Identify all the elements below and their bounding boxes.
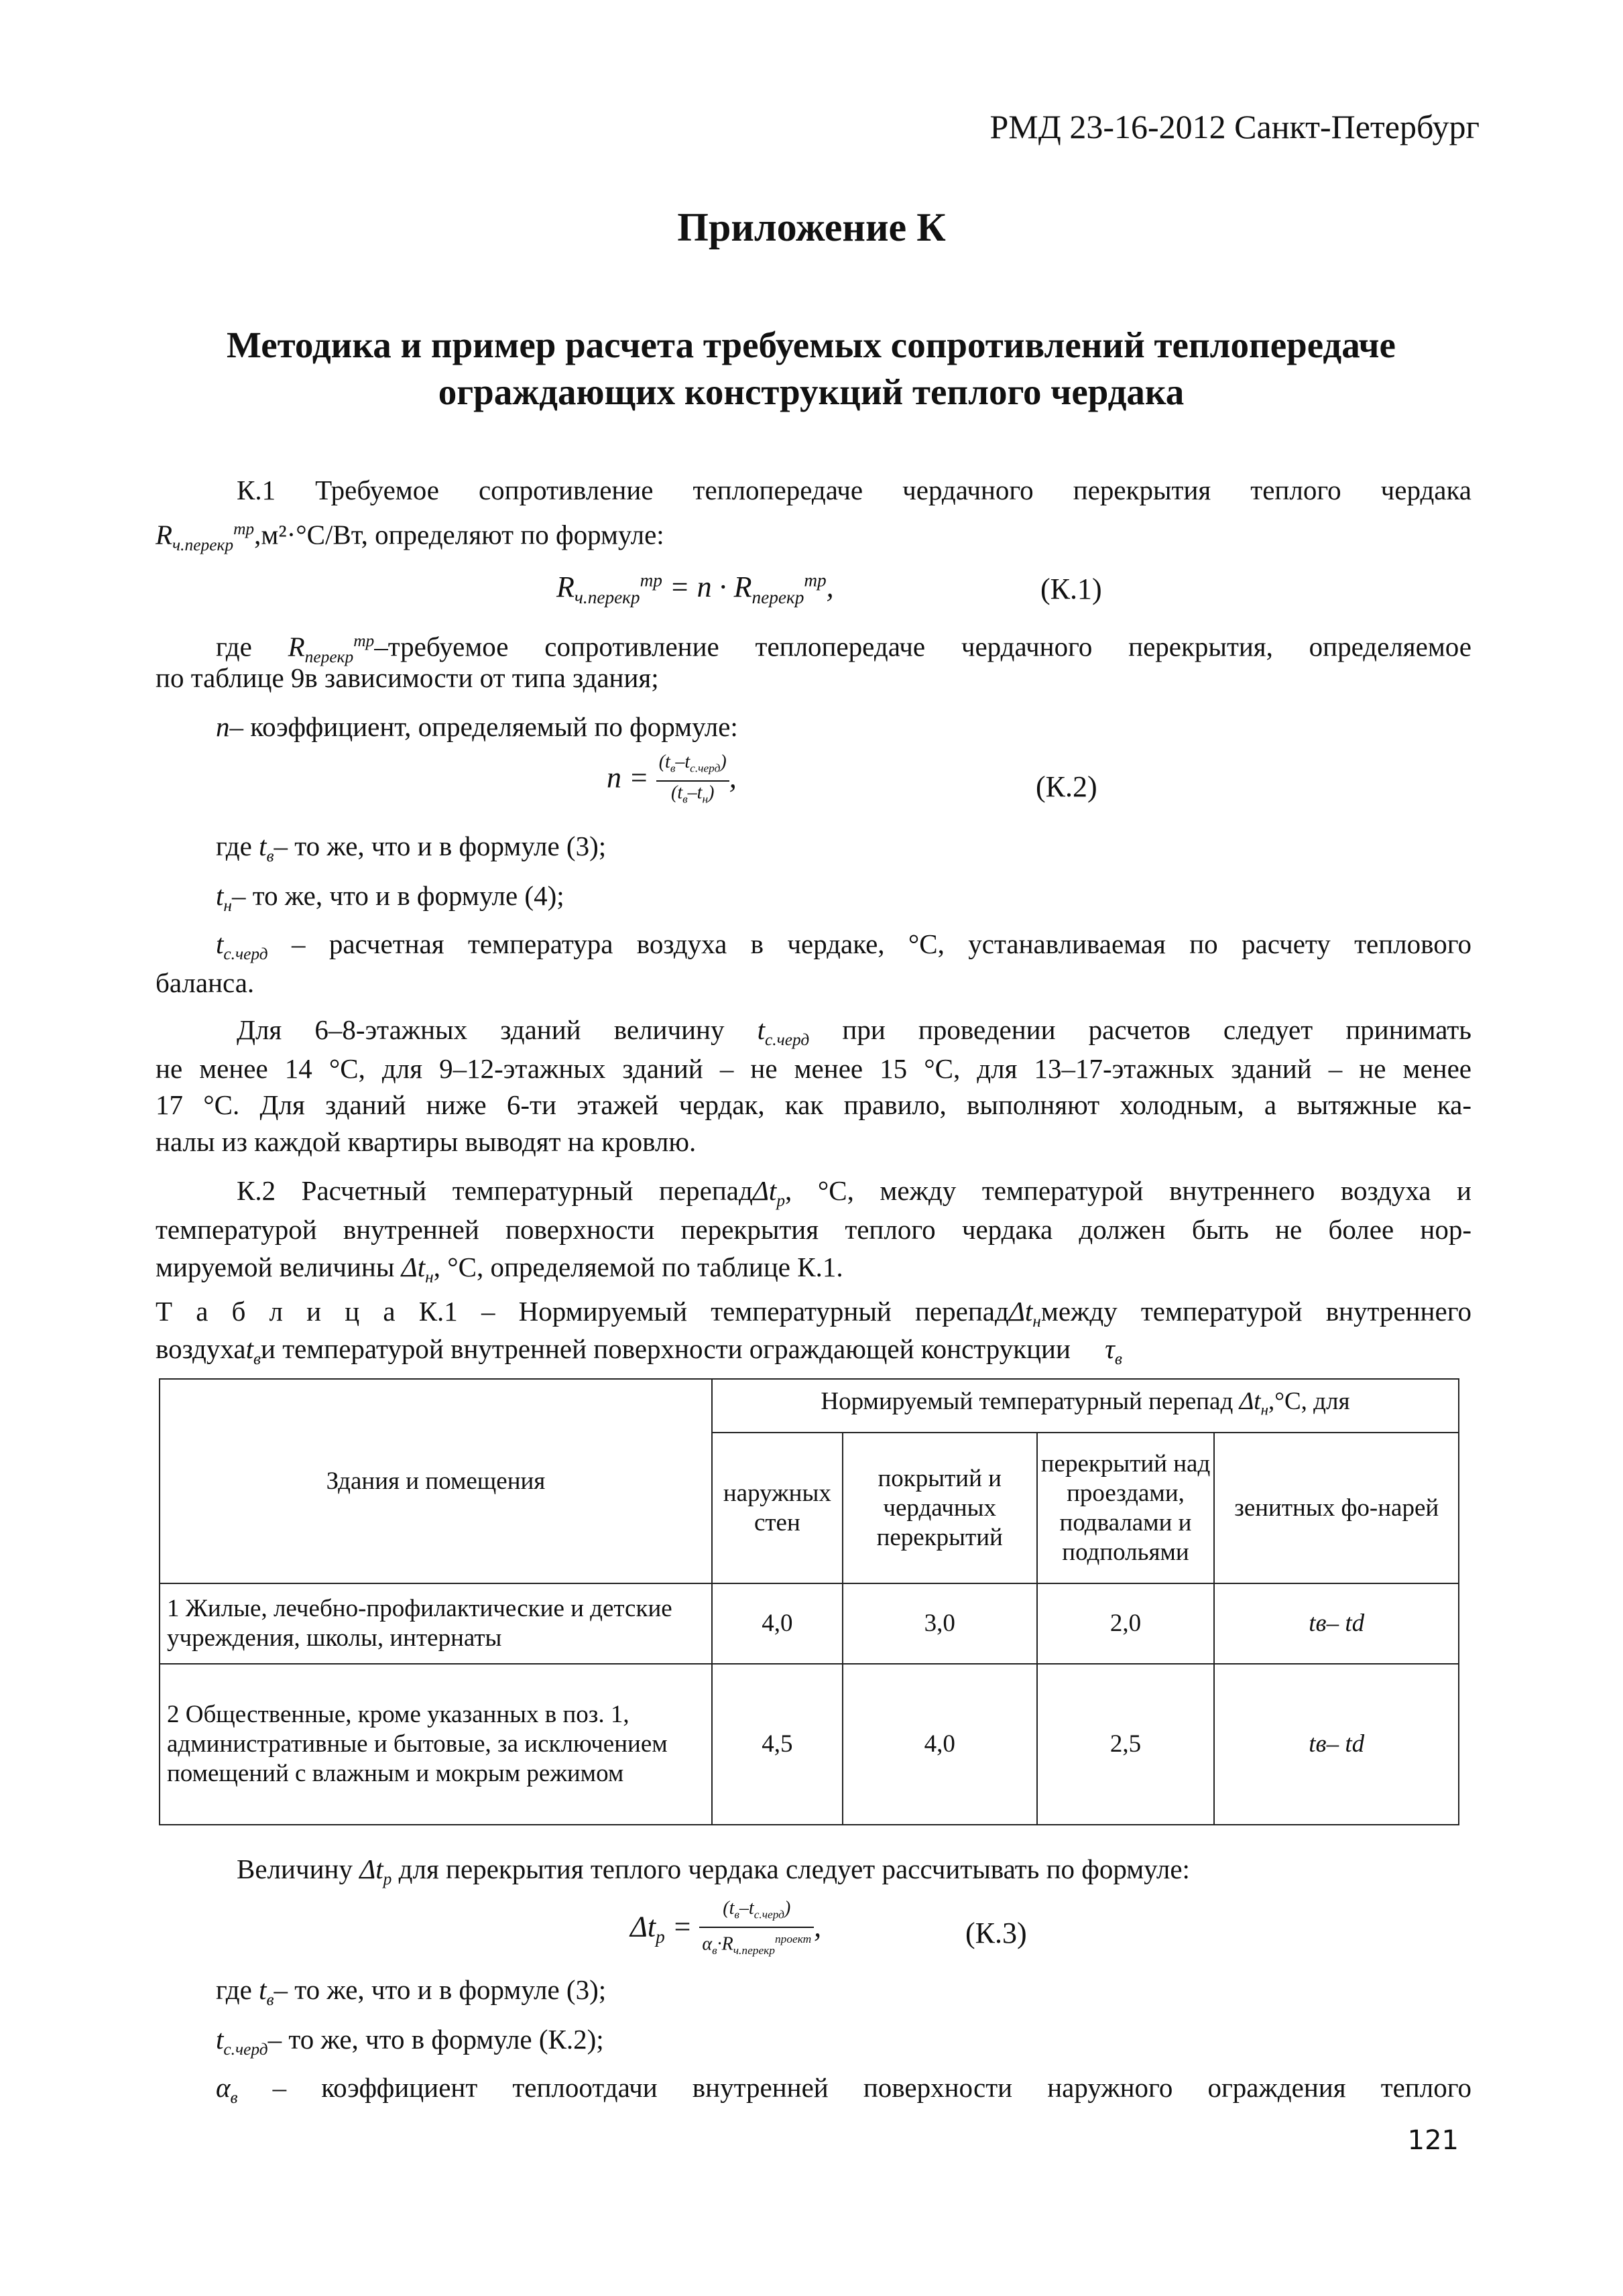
column-header-walls: наружных стен xyxy=(712,1433,843,1583)
page-subtitle xyxy=(168,322,1455,416)
subtitle-line-2: ограждающих конструкций теплого чердака xyxy=(438,371,1185,412)
table-cell: 4,5 xyxy=(712,1664,843,1825)
page-number: 121 xyxy=(1407,2125,1459,2156)
column-group-header: Нормируемый температурный перепад $\Delta t_н,^\circ С$, для xyxy=(712,1379,1459,1433)
k3-tv-definition: где $t_в-$ то же, что и в формуле (3); xyxy=(216,1974,607,2010)
k1-where-line-2: по таблице 9в зависимости от типа здания; xyxy=(156,662,659,693)
k2-line-3: мируемой величины $\Delta t_н$, °С, определяемой по таблице К.1. xyxy=(156,1252,843,1287)
table-cell: 4,0 xyxy=(843,1664,1037,1825)
k3-intro: Величину $\Delta t_р$ для перекрытия теплого чердака следует рассчитывать по формуле: xyxy=(237,1854,1190,1889)
column-header-floors-over-passages: перекрытий над проездами, подвалами и подпольями xyxy=(1037,1433,1215,1583)
table-row xyxy=(160,1583,1459,1664)
tcherd-definition-line-1: $t_{с.черд}$ – расчетная температура воздуха в чердаке, °С, устанавливаемая по расчету теплового xyxy=(216,928,1472,964)
k2-line-2: температурой внутренней поверхности перекрытия теплого чердака должен быть не более нор- xyxy=(156,1214,1471,1245)
alpha-definition: $\alpha_в$ – коэффициент теплоотдачи внутренней поверхности наружного ограждения теплого xyxy=(216,2072,1472,2108)
floors-line-1: Для 6–8-этажных зданий величину $t_{с.черд}$ при проведении расчетов следует принимать xyxy=(237,1014,1471,1050)
k1-line-1: К.1 Требуемое сопротивление теплопередаче чердачного перекрытия теплого чердака xyxy=(237,475,1471,505)
k2-line-1: К.2 Расчетный температурный перепадΔt$_р$, °С, между температурой внутреннего воздуха и xyxy=(237,1175,1472,1211)
floors-line-4: налы из каждой квартиры выводят на кровлю. xyxy=(156,1126,697,1157)
table-cell-name: 1 Жилые, лечебно-профилактические и детские учреждения, школы, интернаты xyxy=(160,1583,712,1664)
n-definition: n– коэффициент, определяемый по формуле: xyxy=(216,711,738,742)
tv-definition: где $t_в-$ то же, что и в формуле (3); xyxy=(216,831,607,866)
page-title: Приложение К xyxy=(677,205,946,249)
table-cell: 2,5 xyxy=(1037,1664,1215,1825)
table-cell: 4,0 xyxy=(712,1583,843,1664)
tn-definition: $t_н-$ то же, что и в формуле (4); xyxy=(216,880,564,916)
column-header-skylights: зенитных фо-нарей xyxy=(1214,1433,1459,1583)
column-header-roofs: покрытий и чердачных перекрытий xyxy=(843,1433,1037,1583)
k1-line-2: $R_{ч.перекр}^{тр},м^2\cdot^\circ С/Вт$, определяют по формуле: xyxy=(156,519,664,554)
table-caption-line-2: воздухаt$_в$и температурой внутренней поверхности ограждающей конструкции $\tau_в$ xyxy=(156,1333,1122,1369)
table-cell-name: 2 Общественные, кроме указанных в поз. 1, административные и бытовые, за исключением помещений с влажным и мокрым режимом xyxy=(160,1664,712,1825)
formula-k2-number: (К.2) xyxy=(1036,770,1097,803)
formula-k3-number: (К.3) xyxy=(965,1917,1027,1949)
table-caption-line-1: Т а б л и ц а К.1 – Нормируемый температурный перепадΔt$_н$между температурой внутреннего xyxy=(156,1296,1471,1331)
table-cell: 3,0 xyxy=(843,1583,1037,1664)
floors-line-2: не менее 14 °С, для 9–12-этажных зданий – не менее 15 °С, для 13–17-этажных зданий – не менее xyxy=(156,1053,1471,1084)
formula-k2: n = $\frac{(t_в-t_{с.черд})}{(t_в-t_н)}$ , xyxy=(607,751,737,806)
k3-tcherd-definition: $t_{с.черд}-$ то же, что в формуле (К.2); xyxy=(216,2024,604,2059)
formula-k1: $R_{ч.перекр}^{тр} = n \cdot R_{перекр}^{тр}$, xyxy=(556,570,834,607)
k1-where-line-1: где $R_{перекр}^{тр}$–требуемое сопротивление теплопередаче чердачного перекрытия, определяемое xyxy=(216,631,1471,666)
formula-k3: $\Delta t_р$ = $\frac{(t_в-t_{с.черд})}{\alpha_в\cdot R_{ч.перекр}^{проект}}$ , xyxy=(630,1898,822,1957)
row-header-cell: Здания и помещения xyxy=(160,1379,712,1583)
table-cell: tв– td xyxy=(1214,1583,1459,1664)
table-cell: 2,0 xyxy=(1037,1583,1215,1664)
floors-line-3: 17 °С. Для зданий ниже 6-ти этажей чердак, как правило, выполняют холодным, а вытяжные ка- xyxy=(156,1089,1471,1120)
table-cell: tв– td xyxy=(1214,1664,1459,1825)
subtitle-line-1: Методика и пример расчета требуемых сопротивлений теплопередаче xyxy=(227,324,1396,365)
running-header: РМД 23-16-2012 Санкт-Петербург xyxy=(989,108,1480,145)
formula-k1-number: (К.1) xyxy=(1040,572,1102,605)
table-row xyxy=(160,1664,1459,1825)
table-k1 xyxy=(159,1378,1459,1825)
tcherd-definition-line-2: баланса. xyxy=(156,967,255,998)
